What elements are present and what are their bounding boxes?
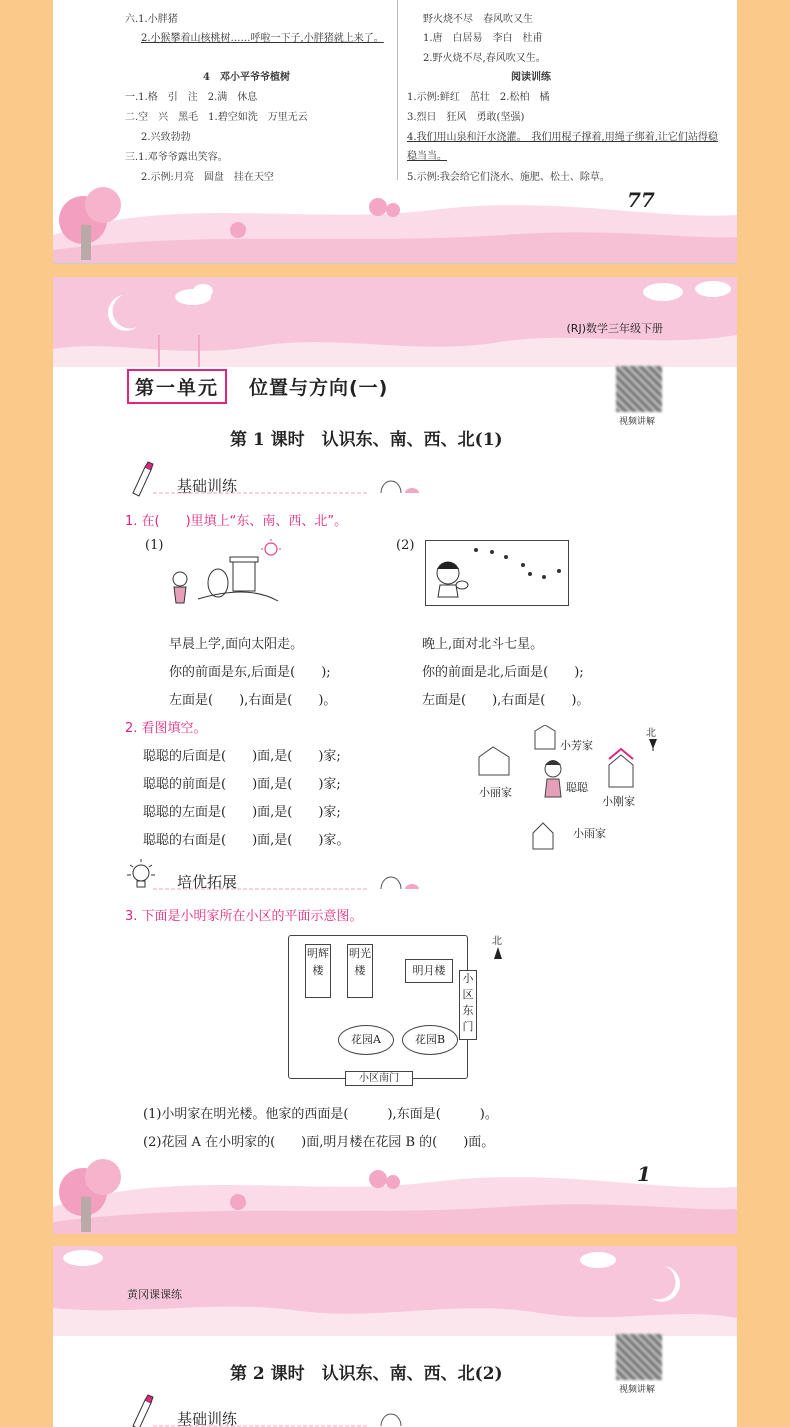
map-label-xiaogang: 小刚家 (602, 795, 635, 808)
building-mingguang: 明光楼 (347, 944, 373, 998)
q3-line: (1)小明家在明光楼。他家的西面是( ),东面是( )。 (143, 1107, 498, 1122)
answer-line: 5.示例:我会给它们浇水、施肥、松土、除草。 (407, 172, 610, 183)
book-tag: (RJ)数学三年级下册 (566, 322, 663, 335)
answer-line: 一.1.格 引 注 2.满 休息 (125, 92, 258, 103)
page-number: 1 (637, 1162, 651, 1186)
unit-title: 位置与方向(一) (249, 377, 389, 399)
qr-caption: 视频讲解 (619, 1385, 656, 1395)
east-gate: 小区东门 (459, 970, 477, 1040)
q2-line: 聪聪的左面是( )面,是( )家; (143, 805, 341, 820)
answer-line: 2.野火烧不尽,春风吹又生。 (423, 53, 546, 64)
building-mingyue: 明月楼 (405, 959, 453, 983)
q1-right-line: 左面是( ),右面是( )。 (422, 693, 590, 708)
qr-caption: 视频讲解 (619, 417, 656, 427)
night-scene-illustration (425, 540, 569, 606)
section-title-text: 基础训练 (177, 477, 238, 495)
section-title (177, 871, 237, 892)
q1-left-line: 早晨上学,面向太阳走。 (169, 637, 304, 652)
qr-code[interactable] (616, 1334, 662, 1380)
answer-heading: 阅读训练 (511, 72, 551, 83)
column-divider (397, 0, 398, 180)
question-1: 1. 在( )里填上“东、南、西、北”。 (125, 514, 348, 529)
q2-line: 聪聪的后面是( )面,是( )家; (143, 749, 341, 764)
lesson-title: 第 2 课时 认识东、南、西、北(2) (230, 1364, 503, 1384)
answer-line: 六.1.小胖猪 (125, 14, 178, 25)
section-title (177, 1408, 237, 1427)
north-arrow-icon (491, 945, 505, 961)
footer-decoration (53, 1147, 737, 1234)
lesson-title: 第 1 课时 认识东、南、西、北(1) (230, 430, 503, 450)
building-minghui: 明辉楼 (305, 944, 331, 998)
worksheet-page (53, 277, 737, 1234)
morning-scene-illustration (168, 539, 283, 614)
question-3: 3. 下面是小明家所在小区的平面示意图。 (125, 909, 363, 924)
q1-left-line: 左面是( ),右面是( )。 (169, 693, 337, 708)
south-gate: 小区南门 (345, 1071, 413, 1086)
map-label-congcong: 聪聪 (566, 781, 588, 794)
answer-line: 1.唐 白居易 李白 杜甫 (423, 33, 543, 44)
book-tag: 黄冈课课练 (127, 1288, 182, 1301)
answer-heading: 4 邓小平爷爷植树 (203, 72, 290, 83)
north-label: 北 (492, 936, 502, 947)
answer-page (53, 0, 737, 264)
answer-line: 野火烧不尽 春风吹又生 (423, 14, 533, 25)
north-label: 北 (646, 728, 656, 739)
section-title-text: 培优拓展 (177, 873, 238, 891)
pencil-icon (127, 1392, 427, 1427)
answer-line: 2.小猴攀着山核桃树……呼啦一下子,小胖猪就上来了。 (141, 33, 384, 44)
section-title (177, 475, 237, 496)
unit-label: 第一单元 (127, 369, 227, 404)
sub-label: (2) (396, 538, 415, 553)
q1-right-line: 晚上,面对北斗七星。 (422, 637, 544, 652)
q2-line: 聪聪的右面是( )面,是( )家。 (143, 833, 350, 848)
q1-right-line: 你的前面是北,后面是( ); (422, 665, 584, 680)
qr-code[interactable] (616, 366, 662, 412)
answer-line: 二.空 兴 黑毛 1.碧空如洗 万里无云 (125, 112, 308, 123)
garden-a: 花园A (338, 1025, 394, 1055)
answer-line: 1.示例:鲜红 茁壮 2.松柏 橘 (407, 92, 550, 103)
section-title-text: 基础训练 (177, 1410, 238, 1427)
answer-line: 4.我们用山泉和汗水浇灌。 我们用棍子撑着,用绳子绑着,让它们站得稳稳当当。 (407, 132, 718, 162)
pencil-icon (127, 459, 427, 499)
q3-line: (2)花园 A 在小明家的( )面,明月楼在花园 B 的( )面。 (143, 1135, 495, 1150)
map-label-xiaofang: 小芳家 (560, 739, 593, 752)
map-label-xiaoli: 小丽家 (479, 786, 512, 799)
garden-b: 花园B (402, 1025, 458, 1055)
answer-line: 3.烈日 狂风 勇敢(坚强) (407, 112, 525, 123)
q1-left-line: 你的前面是东,后面是( ); (169, 665, 331, 680)
answer-line: 2.示例:月亮 圆盘 挂在天空 (141, 172, 274, 183)
answer-line: 2.兴致勃勃 (141, 132, 191, 143)
lightbulb-icon (127, 855, 427, 895)
answer-line: 三.1.邓爷爷露出笑容。 (125, 152, 228, 163)
map-label-xiaoyu: 小雨家 (573, 827, 606, 840)
page-number: 77 (627, 188, 655, 212)
question-2: 2. 看图填空。 (125, 721, 207, 736)
sub-label: (1) (145, 538, 164, 553)
worksheet-page (53, 1246, 737, 1427)
q2-line: 聪聪的前面是( )面,是( )家; (143, 777, 341, 792)
